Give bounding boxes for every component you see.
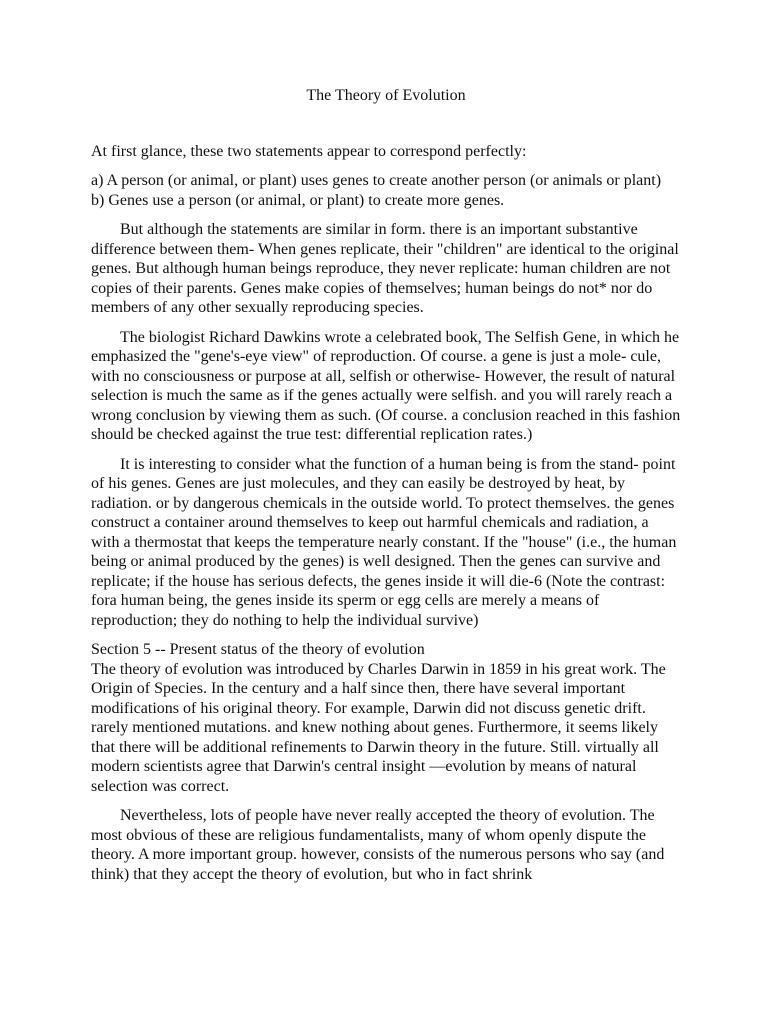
section-heading: Section 5 -- Present status of the theory of evolution	[91, 641, 425, 658]
statements-block	[91, 171, 681, 210]
intro-paragraph: At first glance, these two statements appear to correspond perfectly:	[91, 142, 527, 160]
section-5-block	[91, 640, 681, 796]
document-title: The Theory of Evolution	[306, 87, 466, 104]
paragraph-replication: But although the statements are similar in form. there is an important substantive difference between them- When genes replicate, their "children" are identical to the original genes. But although human beings reproduce, they never replicate: human children are not copies of their parents. Genes make copies of themselves; human beings do not* nor do members of any other sexually reproducing species.	[91, 221, 679, 316]
paragraph-selfish-gene: The biologist Richard Dawkins wrote a celebrated book, The Selfish Gene, in which he emphasized the "gene's-eye view" of reproduction. Of course. a gene is just a mole- cule, with no consciousness or purpose at all, selfish or otherwise- However, the result of natural selection is much the same as if the genes actually were selfish. and you will rarely reach a wrong conclusion by viewing them as such. (Of course. a conclusion reached in this fashion should be checked against the true test: differential replication rates.)	[91, 328, 681, 443]
statement-a: a) A person (or animal, or plant) uses genes to create another person (or animals or plant)	[91, 172, 662, 189]
statement-b: b) Genes use a person (or animal, or plant) to create more genes.	[91, 191, 505, 209]
paragraph-nevertheless: Nevertheless, lots of people have never really accepted the theory of evolution. The most obvious of these are religious fundamentalists, many of whom openly dispute the theory. A more important group. however, consists of the numerous persons who say (and think) that they accept the theory of evolution, but who in fact shrink	[91, 807, 665, 883]
document-page	[91, 86, 681, 894]
paragraph-present-status: The theory of evolution was introduced by Charles Darwin in 1859 in his great work. The Origin of Species. In the century and a half since then, there have several important modifications of his original theory. For example, Darwin did not discuss genetic drift. rarely mentioned mutations. and knew nothing about genes. Furthermore, it seems likely that there will be additional refinements to Darwin theory in the future. Still. virtually all modern scientists agree that Darwin's central insight —evolution by means of natural selection was correct.	[91, 660, 666, 795]
paragraph-function-of-human: It is interesting to consider what the function of a human being is from the stand- point of his genes. Genes are just molecules, and they can easily be destroyed by heat, by radiation. or by dangerous chemicals in the outside world. To protect themselves. the genes construct a container around themselves to keep out harmful chemicals and radiation, a with a thermostat that keeps the temperature nearly constant. If the "house" (i.e., the human being or animal produced by the genes) is well designed. Then the genes can survive and replicate; if the house has serious defects, the genes inside it will die-6 (Note the contrast: fora human being, the genes inside its sperm or egg cells are merely a means of reproduction; they do nothing to help the individual survive)	[91, 455, 677, 629]
